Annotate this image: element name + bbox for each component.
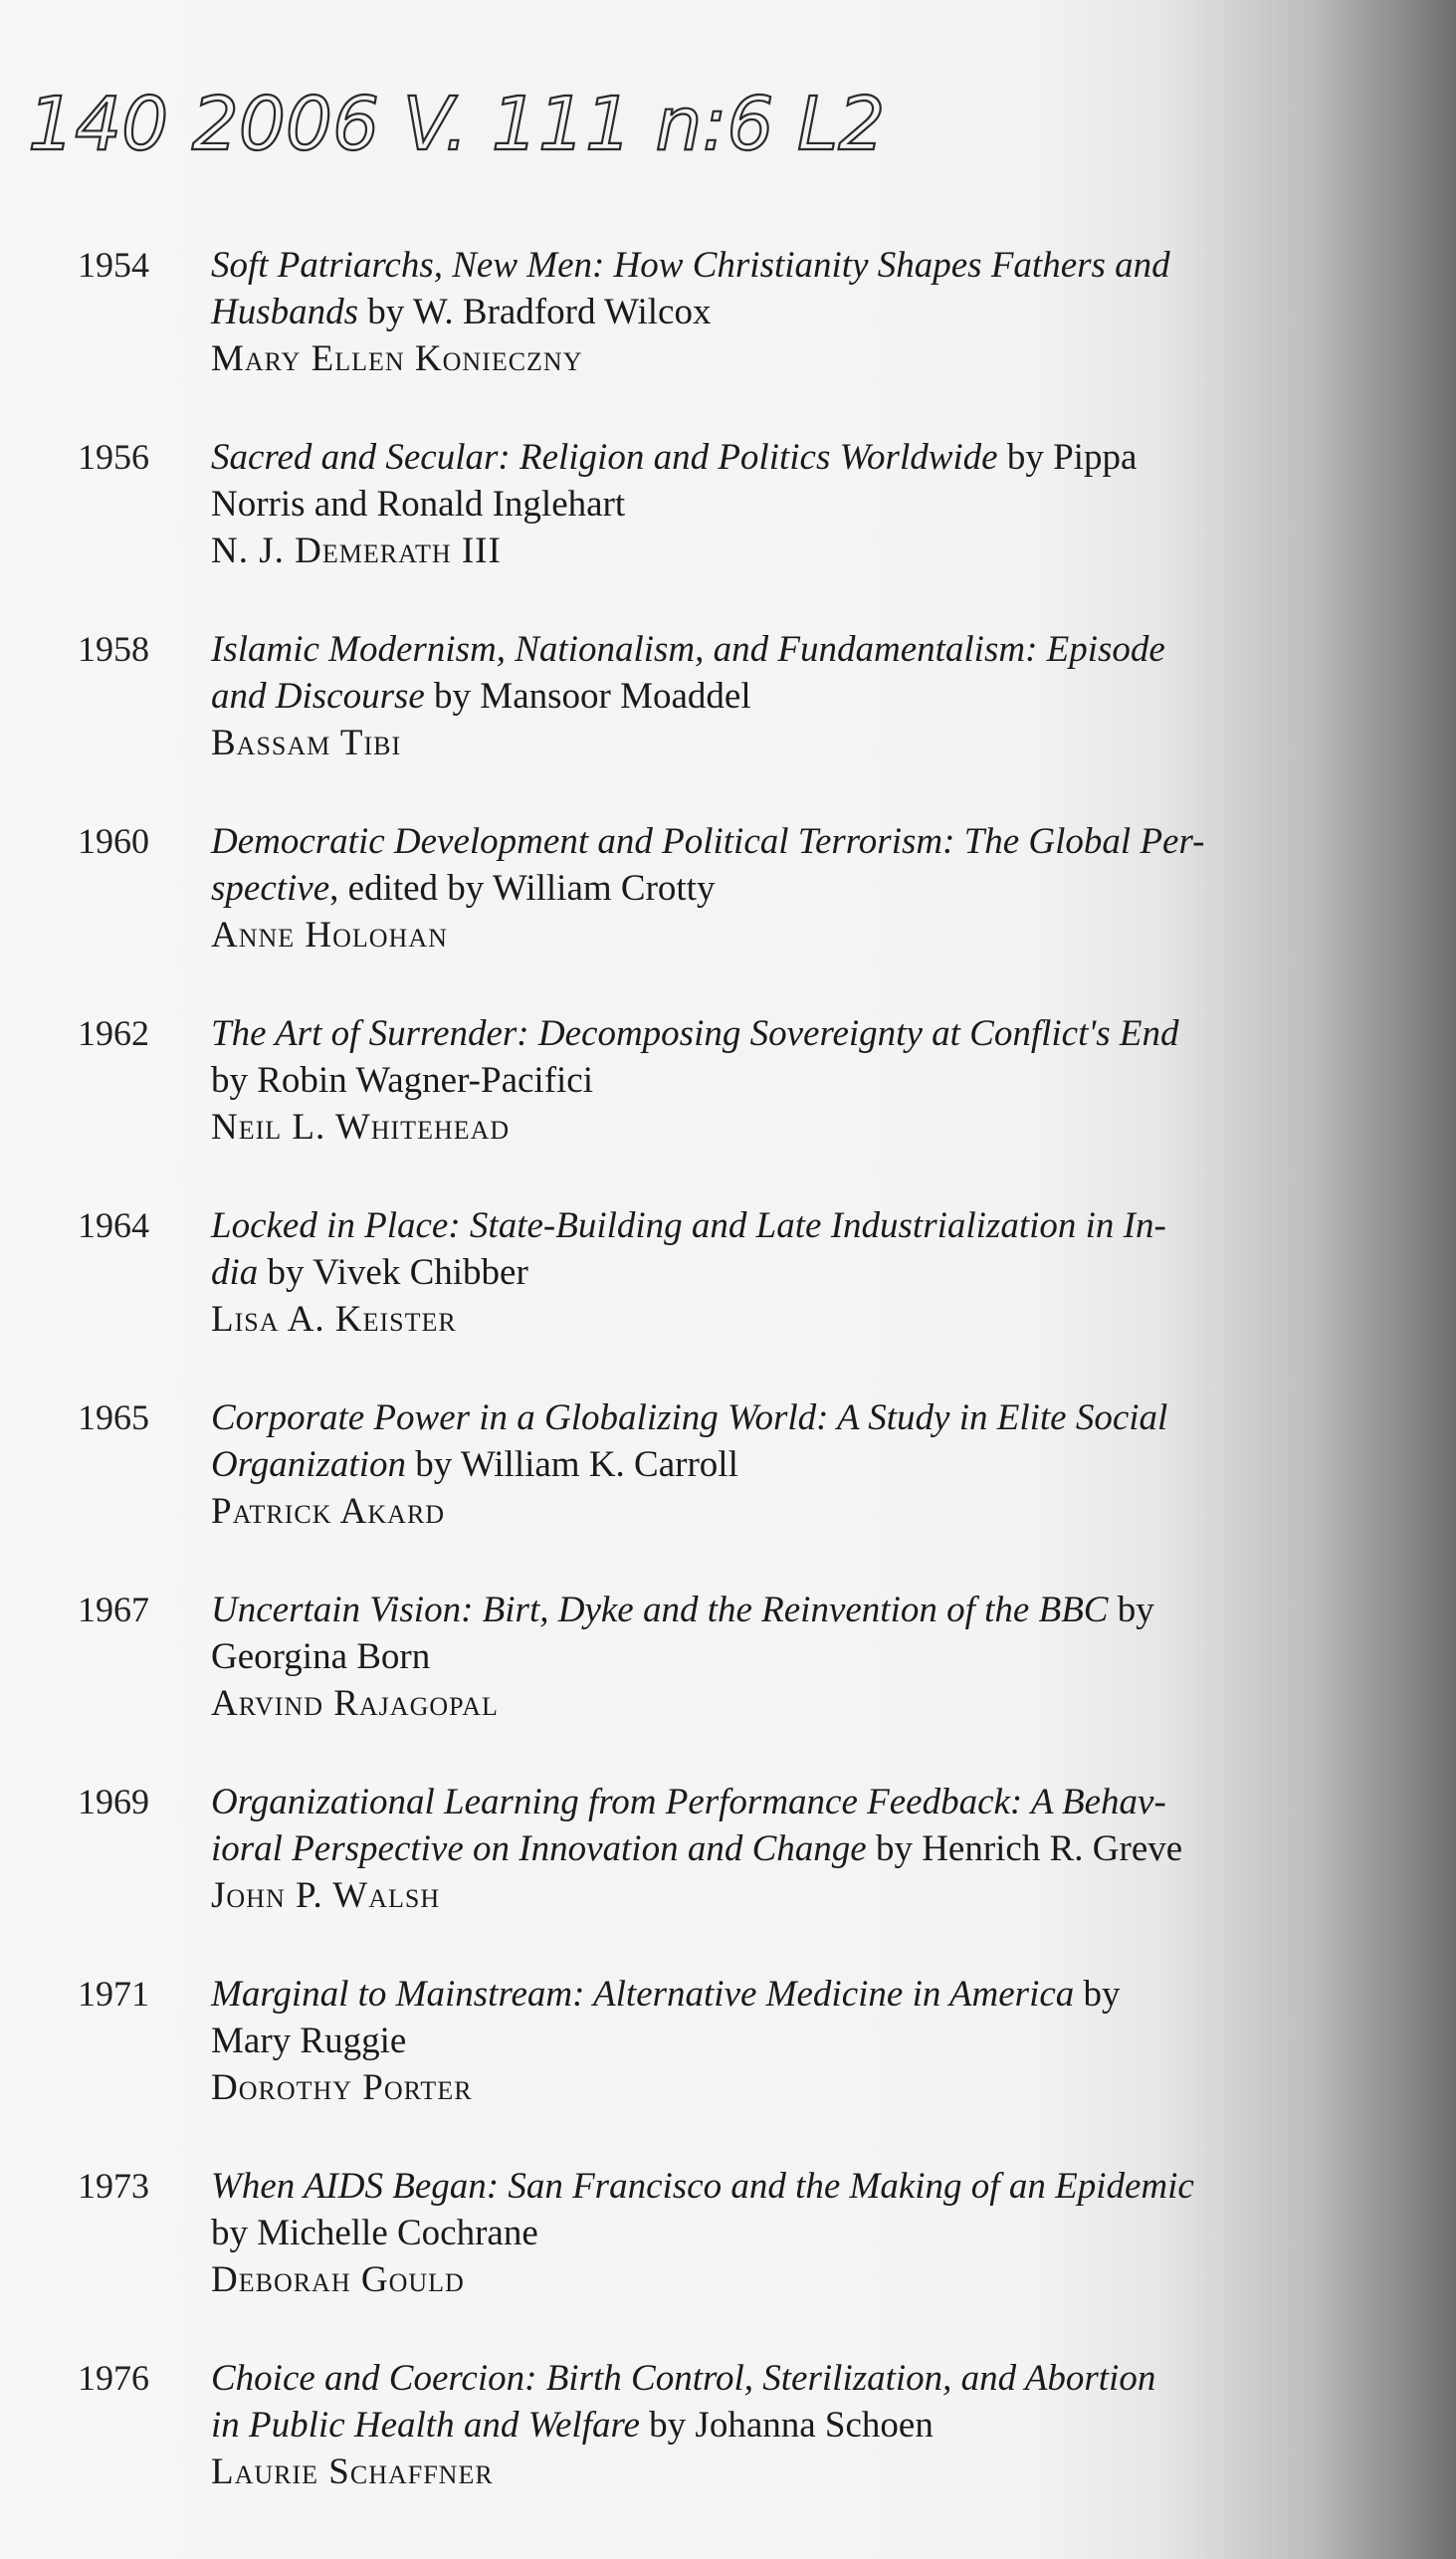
author-segment: by: [1108, 1590, 1154, 1630]
author-segment: by Mansoor Moaddel: [424, 676, 751, 717]
reviewer-name: John P. Walsh: [211, 1875, 441, 1916]
book-title-segment: Corporate Power in a Globalizing World: A Study in Elite Social: [211, 1397, 1168, 1438]
page-number: 1958: [78, 629, 149, 669]
book-title-segment: dia: [211, 1252, 259, 1293]
citation-line-2: [211, 865, 1371, 912]
review-entry: [78, 434, 1371, 574]
review-citation: [211, 1394, 1371, 1535]
author-segment: by Robin Wagner-Pacifici: [211, 1060, 594, 1101]
reviewer-name: Lisa A. Keister: [211, 1299, 457, 1340]
citation-line-1: [211, 434, 1371, 481]
page-number: 1960: [78, 821, 149, 861]
review-citation: [211, 1010, 1371, 1151]
citation-line-2: [211, 481, 1371, 528]
citation-line-1: [211, 626, 1371, 673]
citation-line-1: [211, 1202, 1371, 1249]
citation-line-1: [211, 242, 1371, 289]
author-segment: by: [1074, 1974, 1121, 2015]
review-citation: [211, 818, 1371, 959]
citation-line-1: [211, 1587, 1371, 1633]
review-entry: [78, 1394, 1371, 1535]
reviewer-name: Dorothy Porter: [211, 2067, 473, 2108]
author-segment: by Henrich R. Greve: [866, 1828, 1183, 1869]
citation-line-2: [211, 2402, 1371, 2449]
citation-line-2: [211, 289, 1371, 335]
reviewer-name: Neil L. Whitehead: [211, 1107, 511, 1148]
citation-line-2: [211, 1633, 1371, 1680]
review-citation: [211, 242, 1371, 382]
author-segment: by Michelle Cochrane: [211, 2213, 538, 2253]
author-segment: by Vivek Chibber: [258, 1252, 528, 1293]
book-title-segment: Choice and Coercion: Birth Control, Sterilization, and Abortion: [211, 2358, 1156, 2399]
book-title-segment: in Public Health and Welfare: [211, 2405, 640, 2446]
page-number: 1971: [78, 1974, 149, 2014]
reviewer-name: N. J. Demerath III: [211, 531, 502, 571]
book-title-segment: Islamic Modernism, Nationalism, and Fundamentalism: Episode: [211, 629, 1165, 670]
citation-line-1: [211, 1971, 1371, 2018]
citation-line-1: [211, 2355, 1371, 2402]
review-citation: [211, 1202, 1371, 1343]
reviewer-name: Deborah Gould: [211, 2259, 465, 2300]
review-entry: [78, 242, 1371, 382]
author-segment: Norris and Ronald Inglehart: [211, 484, 626, 525]
book-title-segment: Uncertain Vision: Birt, Dyke and the Reinvention of the BBC: [211, 1590, 1109, 1630]
review-citation: [211, 626, 1371, 766]
book-title-segment: Sacred and Secular: Religion and Politics Worldwide: [211, 437, 998, 478]
reviewer-name: Arvind Rajagopal: [211, 1683, 499, 1724]
review-entry: [78, 1010, 1371, 1151]
reviewer-name: Anne Holohan: [211, 915, 448, 956]
review-entry: [78, 818, 1371, 959]
citation-line-1: [211, 1394, 1371, 1441]
author-segment: by W. Bradford Wilcox: [358, 292, 712, 332]
review-entry: [78, 1202, 1371, 1343]
book-title-segment: Husbands: [211, 292, 359, 332]
reviewer-name: Bassam Tibi: [211, 723, 402, 763]
book-title-segment: and Discourse: [211, 676, 425, 717]
reviewer-name: Patrick Akard: [211, 1491, 446, 1532]
citation-line-1: [211, 2163, 1371, 2210]
handwritten-note-text: 140 2006 V. 111 n:6 L2: [28, 82, 886, 167]
page-number: 1965: [78, 1397, 149, 1437]
book-title-segment: Marginal to Mainstream: Alternative Medicine in America: [211, 1974, 1075, 2015]
review-citation: [211, 434, 1371, 574]
page-number: 1956: [78, 437, 149, 477]
review-entry: [78, 1587, 1371, 1727]
citation-line-2: [211, 673, 1371, 720]
book-title-segment: Organization: [211, 1444, 406, 1485]
citation-line-2: [211, 2018, 1371, 2064]
page-number: 1954: [78, 245, 149, 285]
review-entry: [78, 626, 1371, 766]
reviewer-name: Mary Ellen Konieczny: [211, 338, 583, 379]
author-segment: , edited by William Crotty: [329, 868, 716, 909]
review-citation: [211, 1587, 1371, 1727]
review-citation: [211, 2163, 1371, 2303]
author-segment: Mary Ruggie: [211, 2021, 407, 2061]
review-citation: [211, 1779, 1371, 1919]
reviewer-name: Laurie Schaffner: [211, 2452, 494, 2492]
author-segment: by William K. Carroll: [405, 1444, 738, 1485]
author-segment: Georgina Born: [211, 1636, 431, 1677]
citation-line-1: [211, 818, 1371, 865]
book-title-segment: spective: [211, 868, 330, 909]
book-title-segment: When AIDS Began: San Francisco and the Making of an Epidemic: [211, 2166, 1194, 2207]
page-number: 1976: [78, 2358, 149, 2398]
review-citation: [211, 1971, 1371, 2111]
review-entry: [78, 1971, 1371, 2111]
review-entry: [78, 1779, 1371, 1919]
citation-line-2: [211, 1057, 1371, 1104]
book-title-segment: The Art of Surrender: Decomposing Sovereignty at Conflict's End: [211, 1013, 1179, 1054]
book-title-segment: Organizational Learning from Performance Feedback: A Behav-: [211, 1782, 1166, 1822]
author-segment: by Pippa: [997, 437, 1138, 478]
review-citation: [211, 2355, 1371, 2495]
citation-line-2: [211, 1249, 1371, 1296]
citation-line-2: [211, 1825, 1371, 1872]
book-review-list: [78, 242, 1371, 2547]
review-entry: [78, 2163, 1371, 2303]
page-number: 1964: [78, 1205, 149, 1245]
review-entry: [78, 2355, 1371, 2495]
citation-line-2: [211, 1441, 1371, 1488]
page-number: 1969: [78, 1782, 149, 1821]
page-number: 1962: [78, 1013, 149, 1053]
book-title-segment: Locked in Place: State-Building and Late Industrialization in In-: [211, 1205, 1166, 1246]
citation-line-2: [211, 2210, 1371, 2256]
book-title-segment: Democratic Development and Political Terrorism: The Global Per-: [211, 821, 1205, 862]
citation-line-1: [211, 1010, 1371, 1057]
book-title-segment: ioral Perspective on Innovation and Change: [211, 1828, 867, 1869]
page-number: 1973: [78, 2166, 149, 2206]
book-title-segment: Soft Patriarchs, New Men: How Christianity Shapes Fathers and: [211, 245, 1170, 286]
author-segment: by Johanna Schoen: [639, 2405, 934, 2446]
citation-line-1: [211, 1779, 1371, 1825]
page-number: 1967: [78, 1590, 149, 1629]
handwritten-shelf-note: [28, 60, 1272, 189]
